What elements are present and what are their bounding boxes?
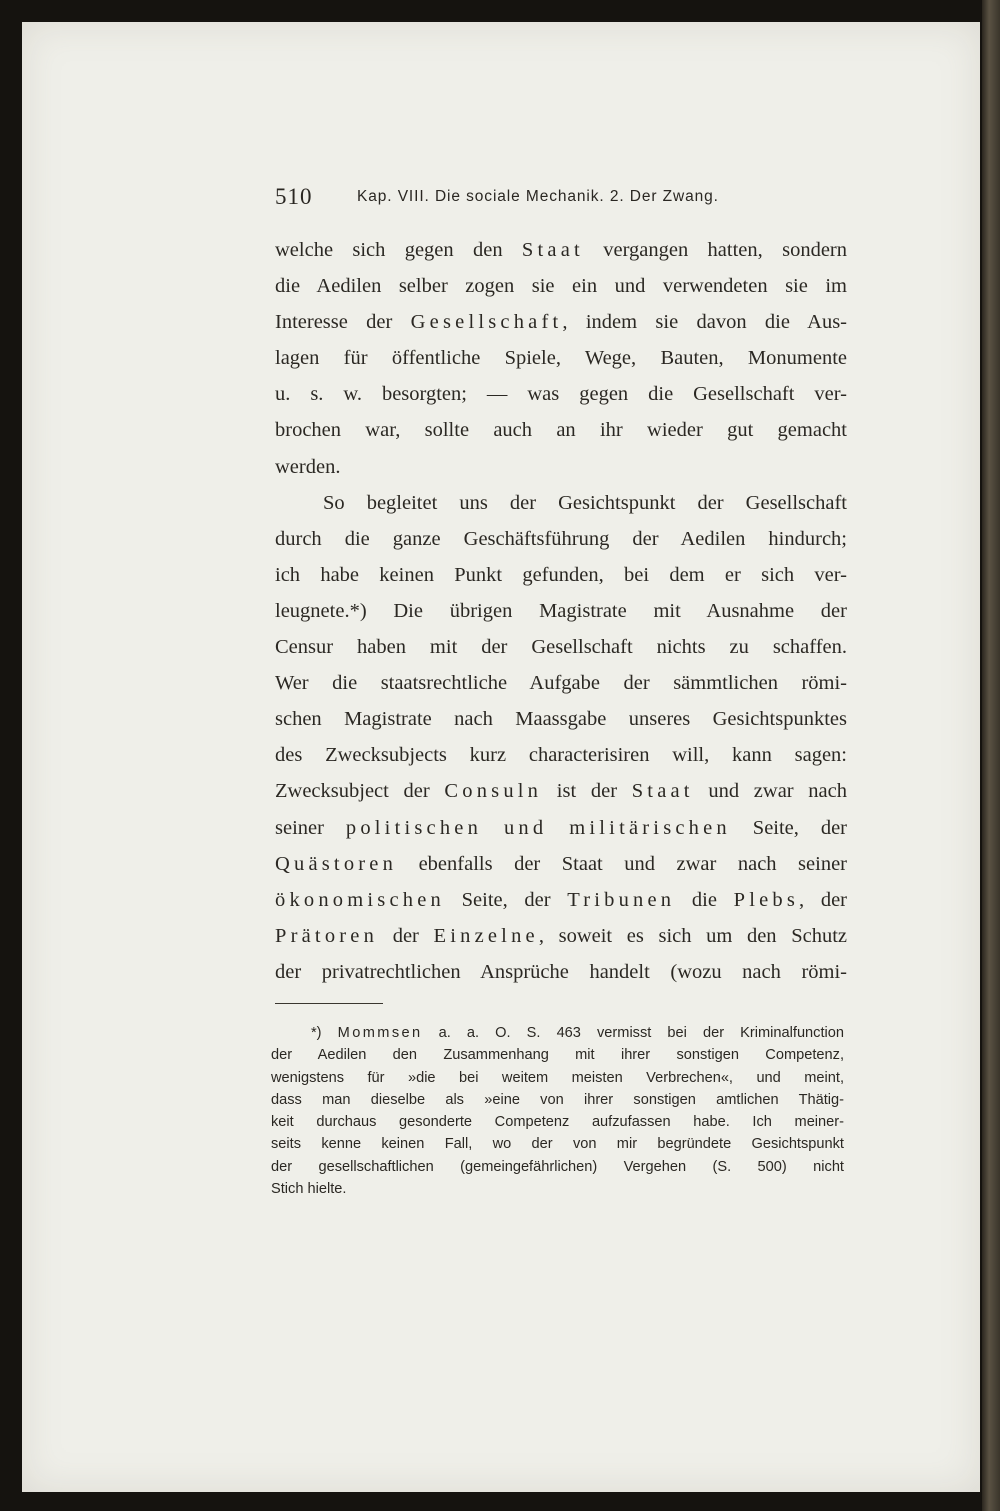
footnote-line: Stich hielte. <box>271 1181 347 1198</box>
text-line: schen Magistrate nach Maassgabe unseres Gesichtspunktes <box>275 708 847 731</box>
footnote-line: dass man dieselbe als »eine von ihrer sonstigen amtlichen Thätig- <box>271 1091 844 1108</box>
text-line: die Aedilen selber zogen sie ein und verwendeten sie im <box>275 275 847 298</box>
main-text <box>275 232 847 990</box>
footnote-line: keit durchaus gesonderte Competenz aufzufassen habe. Ich meiner- <box>271 1114 844 1131</box>
text-line: lagen für öffentliche Spiele, Wege, Bauten, Monumente <box>275 347 847 370</box>
footnote-line: *) Mommsen a. a. O. S. 463 vermisst bei der Kriminalfunction <box>311 1025 845 1041</box>
text-line: Prätoren der Einzelne, soweit es sich um den Schutz <box>275 924 847 947</box>
footnote <box>271 1022 844 1200</box>
text-line: Wer die staatsrechtliche Aufgabe der sämmtlichen römi- <box>275 672 847 695</box>
footnote-line: seits kenne keinen Fall, wo der von mir begründete Gesichtspunkt <box>271 1136 844 1153</box>
footnote-divider <box>275 1003 383 1004</box>
text-line: der privatrechtlichen Ansprüche handelt (wozu nach römi- <box>275 960 847 983</box>
text-line: ökonomischen Seite, der Tribunen die Plebs, der <box>275 888 847 911</box>
text-line: Censur haben mit der Gesellschaft nichts zu schaffen. <box>275 636 847 659</box>
footnote-line: der Aedilen den Zusammenhang mit ihrer sonstigen Competenz, <box>271 1047 844 1064</box>
text-line: Interesse der Gesellschaft, indem sie davon die Aus- <box>275 311 847 334</box>
text-line: leugnete.*) Die übrigen Magistrate mit Ausnahme der <box>275 599 847 622</box>
text-line: ich habe keinen Punkt gefunden, bei dem er sich ver- <box>275 563 847 586</box>
text-line: durch die ganze Geschäftsführung der Aedilen hindurch; <box>275 527 847 550</box>
page-header <box>275 184 795 218</box>
text-line: brochen war, sollte auch an ihr wieder gut gemacht <box>275 419 847 442</box>
footnote-line: der gesellschaftlichen (gemeingefährlichen) Vergehen (S. 500) nicht <box>271 1158 844 1175</box>
text-line: werden. <box>275 455 341 478</box>
text-line: des Zwecksubjects kurz characterisiren will, kann sagen: <box>275 744 847 767</box>
text-line: So begleitet uns der Gesichtspunkt der Gesellschaft <box>323 491 847 514</box>
text-line: u. s. w. besorgten; — was gegen die Gesellschaft ver- <box>275 383 847 406</box>
scan-edge <box>982 0 1000 1511</box>
text-line: Zwecksubject der Consuln ist der Staat und zwar nach <box>275 780 848 803</box>
page-number: 510 <box>275 184 313 209</box>
text-line: seiner politischen und militärischen Seite, der <box>275 816 848 839</box>
text-line: Quästoren ebenfalls der Staat und zwar nach seiner <box>275 852 847 875</box>
text-line: welche sich gegen den Staat vergangen hatten, sondern <box>275 239 847 261</box>
running-head: Kap. VIII. Die sociale Mechanik. 2. Der Zwang. <box>357 188 719 205</box>
footnote-line: wenigstens für »die bei weitem meisten Verbrechen«, und meint, <box>271 1069 844 1086</box>
